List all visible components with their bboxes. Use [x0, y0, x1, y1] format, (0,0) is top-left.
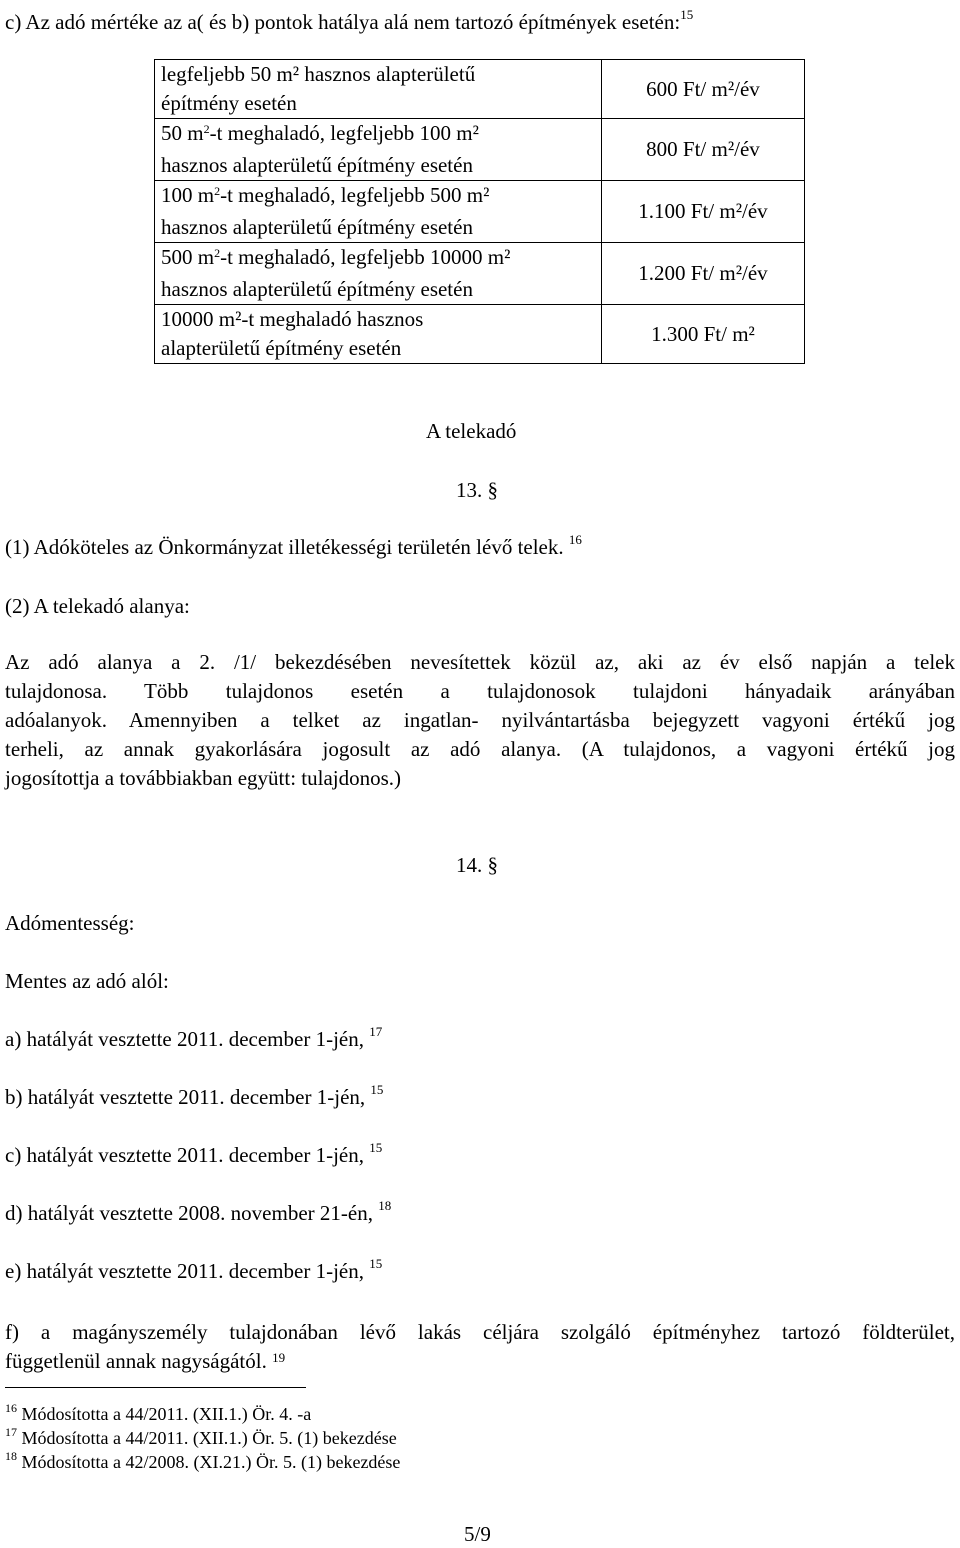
rate-description: 500 $m^2-t$ meghaladó, legfeljebb 10000 m² hasznos alapterületű építmény esetén: [155, 243, 602, 305]
exemption-title: Adómentesség:: [5, 911, 135, 935]
table-row: [155, 243, 805, 305]
footnote-ref: 15: [369, 1140, 383, 1155]
section-sign-icon: §: [487, 853, 498, 877]
list-item: c) hatályát vesztette 2011. december 1-jén, $^{15}$: [5, 1140, 383, 1167]
list-item: a) hatályát vesztette 2011. december 1-jén, $^{17}$: [5, 1024, 383, 1051]
paragraph-line: jogosítottja a továbbiakban együtt: tulajdonos.): [5, 766, 402, 790]
rate-value: 1.100 Ft/ m²/év: [602, 181, 805, 243]
rate-description: 50 $m^2-t$ meghaladó, legfeljebb 100 m² hasznos alapterületű építmény esetén: [155, 119, 602, 181]
footnote-ref: 15: [369, 1256, 383, 1271]
paragraph-line: adóalanyok. Amennyiben a telket az ingatlan- nyilvántartásba bejegyzett vagyoni értékű jog: [5, 708, 955, 732]
footnote: $^{17}$ Módosította a 44/2011. (XII.1.) Ör. 5. (1) bekezdése: [5, 1425, 397, 1448]
list-item: e) hatályát vesztette 2011. december 1-jén, $^{15}$: [5, 1256, 383, 1283]
table-row: [155, 181, 805, 243]
rate-value: 800 Ft/ m²/év: [602, 119, 805, 181]
section-c-heading: c) Az adó mértéke az a( és b) pontok hatálya alá nem tartozó építmények esetén:$^{15}$: [5, 7, 694, 34]
table-row: [155, 119, 805, 181]
paragraph-line: f) a magányszemély tulajdonában lévő lakás céljára szolgáló építményhez tartozó földterület,: [5, 1320, 955, 1344]
rate-table: [154, 59, 805, 364]
paragraph-number: 14. §: [456, 853, 498, 877]
rate-value: 1.200 Ft/ m²/év: [602, 243, 805, 305]
paragraph-line: terheli, az annak gyakorlására jogosult az adó alanya. (A tulajdonos, a vagyoni értékű jog: [5, 737, 955, 761]
table-row: [155, 60, 805, 119]
rate-description: 100 $m^2-t$ meghaladó, legfeljebb 500 m² hasznos alapterületű építmény esetén: [155, 181, 602, 243]
rate-value: 1.300 Ft/ m²: [602, 305, 805, 364]
footnote-ref: 15: [680, 7, 694, 22]
paragraph-line: tulajdonosa. Több tulajdonos esetén a tulajdonosok tulajdoni hányadaik arányában: [5, 679, 955, 703]
footnote-divider: [5, 1387, 306, 1388]
list-item-f: f) a magányszemély tulajdonában lévő lakás céljára szolgáló építményhez tartozó földterület, függetlenül annak nagyságától. $^{19}$: [5, 1320, 955, 1373]
clause-2: (2) A telekadó alanya:: [5, 594, 190, 618]
footnote-ref: 15: [370, 1082, 384, 1097]
footnote: $^{18}$ Módosította a 42/2008. (XI.21.) Ör. 5. (1) bekezdése: [5, 1449, 401, 1472]
rate-description: legfeljebb 50 m² hasznos alapterületű építmény esetén: [155, 60, 602, 119]
footnote-ref: 19: [272, 1350, 286, 1365]
body-paragraph: [5, 648, 955, 793]
footnote-ref: 17: [369, 1024, 383, 1039]
rate-description: 10000 m²-t meghaladó hasznos alapterületű építmény esetén: [155, 305, 602, 364]
section-sign-icon: §: [487, 478, 498, 502]
page-number: 5/9: [464, 1522, 491, 1546]
footnote-ref: 18: [378, 1198, 392, 1213]
rate-value: 600 Ft/ m²/év: [602, 60, 805, 119]
paragraph-line: Az adó alanya a 2. /1/ bekezdésében nevesítettek közül az, aki az év első napján a telek: [5, 650, 955, 674]
list-item: b) hatályát vesztette 2011. december 1-jén, $^{15}$: [5, 1082, 384, 1109]
exempt-from: Mentes az adó alól:: [5, 969, 169, 993]
footnote-ref: 16: [568, 532, 582, 547]
paragraph-number: 13. §: [456, 478, 498, 502]
clause-1: (1) Adóköteles az Önkormányzat illetékességi területén lévő telek. $^{16}$: [5, 532, 582, 559]
table-row: [155, 305, 805, 364]
section-title: A telekadó: [426, 419, 517, 443]
list-item: d) hatályát vesztette 2008. november 21-én, $^{18}$: [5, 1198, 392, 1225]
footnote: $^{16}$ Módosította a 44/2011. (XII.1.) Ör. 4. -a: [5, 1401, 312, 1424]
